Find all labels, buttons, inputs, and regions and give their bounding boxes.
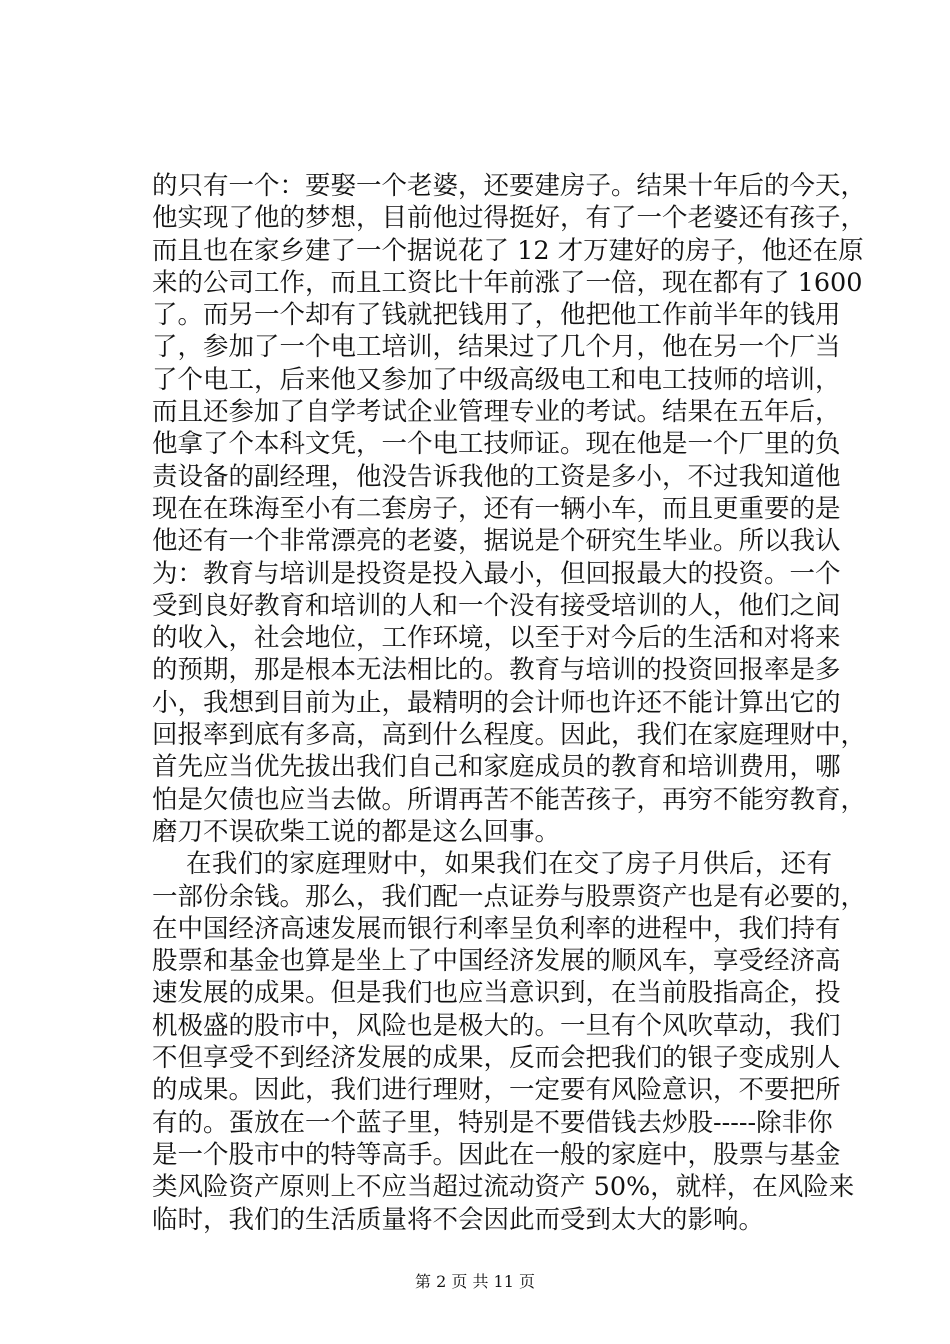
text-line: 在我们的家庭理财中，如果我们在交了房子月供后，还有 <box>186 849 832 880</box>
text-line: 责设备的副经理，他没告诉我他的工资是多小，不过我知道他 <box>152 461 841 492</box>
text-line: 现在在珠海至小有二套房子，还有一辆小车，而且更重要的是 <box>152 493 841 524</box>
text-line: 回报率到底有多高，高到什么程度。因此，我们在家庭理财中， <box>152 720 867 751</box>
text-line: 速发展的成果。但是我们也应当意识到，在当前股指高企，投 <box>152 978 841 1009</box>
paragraph-1 <box>152 170 867 848</box>
text-line: 在中国经济高速发展而银行利率呈负利率的进程中，我们持有 <box>152 913 841 944</box>
text-line: 为：教育与培训是投资是投入最小，但回报最大的投资。一个 <box>152 558 841 589</box>
text-line: 了个电工，后来他又参加了中级高级电工和电工技师的培训， <box>152 364 841 395</box>
text-line: 是一个股市中的特等高手。因此在一般的家庭中，股票与基金 <box>152 1139 841 1170</box>
text-line: 不但享受不到经济发展的成果，反而会把我们的银子变成别人 <box>152 1043 841 1074</box>
page-footer: 第 2 页 共 11 页 <box>415 1272 535 1291</box>
text-line: 股票和基金也算是坐上了中国经济发展的顺风车，享受经济高 <box>152 946 841 977</box>
text-line: 机极盛的股市中，风险也是极大的。一旦有个风吹草动，我们 <box>152 1010 841 1041</box>
paragraph-2 <box>152 848 867 1236</box>
text-line: 而且还参加了自学考试企业管理专业的考试。结果在五年后， <box>152 397 841 428</box>
text-line: 小，我想到目前为止，最精明的会计师也许还不能计算出它的 <box>152 687 841 718</box>
text-line: 磨刀不误砍柴工说的都是这么回事。 <box>152 816 561 847</box>
text-line: 的只有一个：要娶一个老婆，还要建房子。结果十年后的今天， <box>152 171 867 201</box>
text-line: 一部份余钱。那么，我们配一点证券与股票资产也是有必要的， <box>152 881 867 912</box>
text-line: 怕是欠债也应当去做。所谓再苦不能苦孩子，再穷不能穷教育， <box>152 784 867 815</box>
body-text <box>152 170 867 1236</box>
text-line: 有的。蛋放在一个蓝子里，特别是不要借钱去炒股-----除非你 <box>152 1107 833 1138</box>
text-line: 的预期，那是根本无法相比的。教育与培训的投资回报率是多 <box>152 655 841 686</box>
text-line: 的成果。因此，我们进行理财，一定要有风险意识，不要把所 <box>152 1075 841 1106</box>
text-line: 而且也在家乡建了一个据说花了 12 才万建好的房子，他还在原 <box>152 235 864 266</box>
text-line: 受到良好教育和培训的人和一个没有接受培训的人，他们之间 <box>152 590 841 621</box>
text-line: 他还有一个非常漂亮的老婆，据说是个研究生毕业。所以我认 <box>152 526 841 557</box>
text-line: 类风险资产原则上不应当超过流动资产 50%，就样，在风险来 <box>152 1172 855 1203</box>
text-line: 他拿了个本科文凭，一个电工技师证。现在他是一个厂里的负 <box>152 429 841 460</box>
text-line: 了。而另一个却有了钱就把钱用了，他把他工作前半年的钱用 <box>152 300 841 331</box>
text-line: 来的公司工作，而且工资比十年前涨了一倍，现在都有了 1600 <box>152 267 863 298</box>
text-line: 首先应当优先拔出我们自己和家庭成员的教育和培训费用，哪 <box>152 752 841 783</box>
text-line: 的收入，社会地位，工作环境，以至于对今后的生活和对将来 <box>152 623 841 654</box>
text-line: 他实现了他的梦想，目前他过得挺好，有了一个老婆还有孩子， <box>152 203 867 234</box>
text-line: 了，参加了一个电工培训，结果过了几个月，他在另一个厂当 <box>152 332 841 363</box>
text-line: 临时，我们的生活质量将不会因此而受到太大的影响。 <box>152 1204 765 1235</box>
